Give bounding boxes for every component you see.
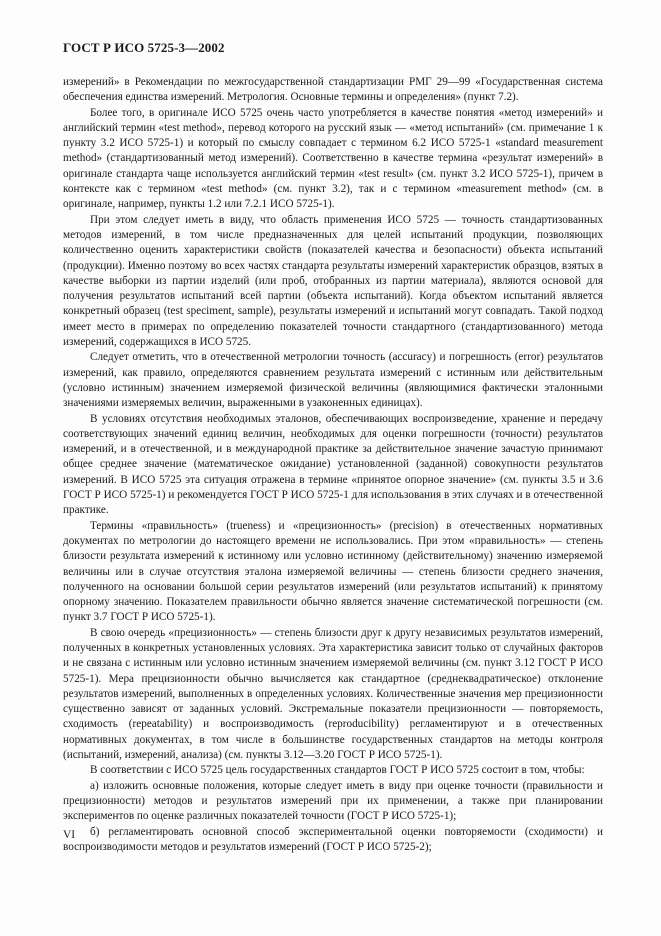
paragraph-3: При этом следует иметь в виду, что область применения ИСО 5725 — точность стандартизованных методов измерений, в том числе предназначенных для целей испытаний продукции, позволяющих количественно оценить характеристики свойств (показателей качества и безопасности) объекта испытаний (продукции). Именно поэтому во всех частях стандарта результаты измерений характеристик образцов, взятых в качестве выборки из партии изделий (или проб, отобранных из партии материала), являются основой для получения результатов испытаний всей партии (объекта испытаний). Когда объектом испытаний является конкретный образец (test speciment, sample), результаты измерений и испытаний могут совпадать. Такой подход имеет место в примерах по определению показателей точности стандартного (стандартизованного) метода измерений, содержащихся в ИСО 5725. bbox=[63, 213, 603, 349]
paragraph-7: В свою очередь «прецизионность» — степень близости друг к другу независимых результатов измерений, полученных в конкретных установленных условиях. Эта характеристика зависит только от случайных факторов и не связана с истинным или условно истинным значением измеряемой величины (см. пункт 3.12 ГОСТ Р ИСО 5725-1). Мера прецизионности обычно вычисляется как стандартное (среднеквадратическое) отклонение результатов измерений, выполненных в определенных условиях. Количественные значения мер прецизионности существенно зависят от заданных условий. Экстремальные показатели прецизионности — повторяемость, сходимость (repeatability) и воспроизводимость (reproducibility) регламентируют и в отечественных нормативных документах, в том числе в большинстве государственных стандартов на методы контроля (испытаний, измерений, анализа) (см. пункты 3.12—3.20 ГОСТ Р ИСО 5725-1). bbox=[63, 626, 603, 762]
paragraph-1: измерений» в Рекомендации по межгосударственной стандартизации РМГ 29—99 «Государственная система обеспечения единства измерений. Метрология. Основные термины и определения» (пункт 7.2). bbox=[63, 76, 603, 104]
paragraph-5: В условиях отсутствия необходимых эталонов, обеспечивающих воспроизведение, хранение и передачу соответствующих значений единиц величин, необходимых для оценки погрешности (точности) результатов измерений, и в отечественной, и в международной практике за действительное значение зачастую принимают общее среднее значение (математическое ожидание) установленной (заданной) совокупности результатов измерений. В ИСО 5725 эта ситуация отражена в термине «принятое опорное значение» (см. пункты 3.5 и 3.6 ГОСТ Р ИСО 5725-1) и рекомендуется ГОСТ Р ИСО 5725-1 для использования в этих случаях и в отечественной практике. bbox=[63, 412, 603, 517]
page-number: VI bbox=[63, 829, 76, 841]
body-text bbox=[63, 75, 603, 855]
paragraph-6: Термины «правильность» (trueness) и «прецизионность» (precision) в отечественных нормативных документах по метрологии до настоящего времени не использовались. При этом «правильность» — степень близости результата измерений к истинному или условно истинному (действительному) значению измеряемой величины или в случае отсутствия эталона измеряемой величины — степень близости среднего значения, полученного на основании большой серии результатов измерений (или результатов испытаний) к принятому опорному значению. Показателем правильности обычно является значение систематической погрешности (см. пункт 3.7 ГОСТ Р ИСО 5725-1). bbox=[63, 519, 603, 624]
paragraph-2: Более того, в оригинале ИСО 5725 очень часто употребляется в качестве понятия «метод измерений» и английский термин «test method», перевод которого на русский язык — «метод испытаний» (см. примечание 1 к пункту 3.2 ИСО 5725-1) и который по смыслу совпадает с термином 6.2 ИСО 5725-1 «standard measurement method» (стандартизованный метод измерений). Соответственно в качестве термина «результат измерений» в оригинале стандарта чаще используется английский термин «test result» (см. пункт 3.2 ИСО 5725-1), причем в контексте как с термином «test method» (см. пункт 3.2), так и с термином «measurement method» (см. в оригинале, например, пункты 1.2 или 7.2.1 ИСО 5725-1). bbox=[63, 106, 603, 211]
list-item-a: а) изложить основные положения, которые следует иметь в виду при оценке точности (правильности и прецизионности) методов и результатов измерений при их применении, а также при планировании экспериментов по оценке различных показателей точности (ГОСТ Р ИСО 5725-1); bbox=[63, 779, 603, 823]
list-item-b: б) регламентировать основной способ экспериментальной оценки повторяемости (сходимости) и воспроизводимости методов и результатов измерений (ГОСТ Р ИСО 5725-2); bbox=[63, 825, 603, 853]
paragraph-4: Следует отметить, что в отечественной метрологии точность (accuracy) и погрешность (error) результатов измерений, как правило, определяются сравнением результата измерений с истинным или действительным (условно истинным) значением измеряемой физической величины (являющимися фактически эталонными значениями измеряемых величин, выраженными в узаконенных единицах). bbox=[63, 351, 603, 410]
paragraph-8: В соответствии с ИСО 5725 цель государственных стандартов ГОСТ Р ИСО 5725 состоит в том, чтобы: bbox=[90, 764, 585, 777]
running-header: ГОСТ Р ИСО 5725-3—2002 bbox=[63, 40, 225, 55]
